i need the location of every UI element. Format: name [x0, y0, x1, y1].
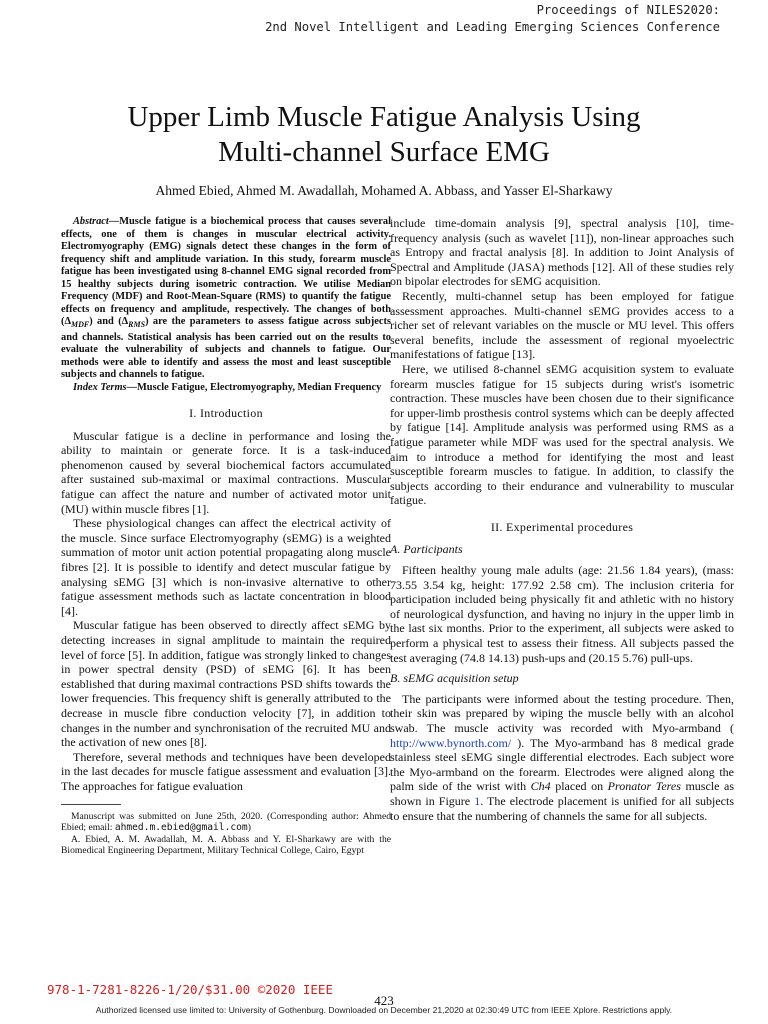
intro-paragraph-5: include time-domain analysis [9], spectral analysis [10], time-frequency analysis (such as wavelet [11]), non-linear approaches such as Entropy and fractal analysis [8]. In addition to Joint Analysis of Spectral and Amplitude (JASA) methods [12]. All of these studies rely on bipolar electrodes for sEMG acquisition. [390, 216, 734, 289]
index-terms [61, 382, 391, 395]
footnote-affiliation: A. Ebied, A. M. Awadallah, M. A. Abbass and Y. El-Sharkawy are with the Biomedical Engineering Department, Military Technical College, Cairo, Egypt [61, 833, 391, 857]
ieee-copyright: 978-1-7281-8226-1/20/$31.00 ©2020 IEEE [47, 982, 333, 997]
intro-paragraph-2: These physiological changes can affect the electrical activity of the muscle. Since surface Electromyography (sEMG) is a weighted summation of motor unit action potential propagating along muscle fibres [2]. It is possible to identify and detect muscular fatigue by analysing sEMG [3] which is non-invasive alternative to other fatigue assessment methods such as lactate concentration in blood [4]. [61, 516, 391, 618]
participants-paragraph: Fifteen healthy young male adults (age: 21.56 1.84 years), (mass: 73.55 3.54 kg, height: 177.92 2.58 cm). The inclusion criteria for participation included being physically fit and athletic with no history of neurological dysfunction, and having no injury in the upper limb in the last six months. Prior to the experiment, all subjects were asked to perform a physical test to assess their fitness. All subjects passed the test averaging (74.8 14.13) push-ups and (20.15 5.76) pull-ups. [390, 563, 734, 665]
section-heading-introduction: I. Introduction [189, 406, 263, 421]
subsection-heading-participants: A. Participants [390, 542, 463, 557]
subsection-heading-acquisition: B. sEMG acquisition setup [390, 671, 519, 686]
intro-paragraph-6: Recently, multi-channel setup has been employed for fatigue assessment approaches. Multi-channel sEMG provides access to a richer set of relevant variables on the muscle or MU level. This offers several benefits, include the assessment of regional myoelectric manifestations of fatigue [13]. [390, 288, 734, 362]
figure-1-reference[interactable]: 1 [474, 793, 481, 808]
intro-paragraph-3: Muscular fatigue has been observed to directly affect sEMG by detecting increases in signal amplitude to maintain the required level of force [5]. In addition, fatigue was strongly linked to changes in power spectral density (PSD) of sEMG [6]. It has been established that during maximal contractions PSD shifts towards the lower frequencies. This frequency shift is generally attributed to the decrease in muscle fibre conduction velocity [7], in addition to changes in the number and synchronisation of the recruited MU and the activation of new ones [8]. [61, 618, 391, 750]
index-terms-text: —Muscle Fatigue, Electromyography, Median Frequency [126, 381, 382, 393]
conference-header [265, 2, 720, 36]
acquisition-text-d: muscle as shown in Figure [390, 779, 734, 808]
channel-4-label: Ch4 [530, 779, 551, 794]
footnote-manuscript-close: ) [247, 822, 251, 834]
abstract-sub-mdf: MDF [70, 320, 90, 330]
corresponding-email: ahmed.m.ebied@gmail.com [114, 822, 248, 834]
footnote-manuscript-text: Manuscript was submitted on June 25th, 2020. (Corresponding author: Ahmed Ebied; email: [61, 810, 391, 834]
acquisition-text-c: placed on [550, 779, 608, 794]
right-column [390, 216, 734, 823]
abstract [61, 216, 391, 382]
page-number: 423 [374, 993, 394, 1008]
abstract-text-c: ) are the parameters to assess fatigue across subjects and channels. Statistical analysis has been carried out on the results to evaluate the vulnerability of subjects and channels to fatigue. Our methods were able to identify and assess the most and least susceptible subjects and channels to fatigue. [61, 316, 391, 381]
left-column [61, 216, 391, 857]
acquisition-paragraph [390, 692, 734, 823]
paper-title-line2: Multi-channel Surface EMG [218, 136, 550, 168]
index-terms-lead: Index Terms [73, 381, 127, 393]
conference-header-line2: 2nd Novel Intelligent and Leading Emerging Sciences Conference [265, 20, 720, 34]
acquisition-text-b: ). The Myo-armband has 8 medical grade stainless steel sEMG single differential electrodes. Each subject wore the Myo-armband on the forearm. Electrodes were aligned along the palm side of the wrist with [390, 735, 734, 794]
conference-header-line1: Proceedings of NILES2020: [536, 3, 720, 17]
acquisition-text-a: The participants were informed about the testing procedure. Then, their skin was prepared by wiping the muscle belly with an alcohol swab. The muscle activity was recorded with Myo-armband ( [390, 691, 734, 735]
section-heading-experimental: II. Experimental procedures [490, 519, 634, 534]
abstract-sub-rms: RMS [128, 320, 146, 330]
bynorth-link[interactable]: http://www.bynorth.com/ [390, 735, 512, 750]
authorized-use-notice: Authorized licensed use limited to: University of Gothenburg. Downloaded on December 21,2020 at 02:30:49 UTC from IEEE Xplore. Restrictions apply. [95, 1005, 673, 1015]
footnote-divider [61, 804, 121, 805]
footnote-manuscript [61, 811, 391, 834]
abstract-lead: Abstract [73, 216, 109, 227]
pronator-teres-label: Pronator Teres [607, 779, 681, 794]
abstract-text-a: —Muscle fatigue is a biochemical process that causes several effects, one of them is changes in muscular electrical activity. Electromyography (EMG) signals detect these changes in the form of frequency shift and amplitude variation. In this study, forearm muscle fatigue has been investigated using 8-channel EMG signal recorded from 15 healthy subjects during isometric contraction. We utilise Median Frequency (MDF) and Root-Mean-Square (RMS) to quantify the fatigue effects on frequency and amplitude, respectively. The changes of both (Δ [61, 216, 391, 327]
author-list: Ahmed Ebied, Ahmed M. Awadallah, Mohamed A. Abbass, and Yasser El-Sharkawy [155, 183, 613, 198]
intro-paragraph-1: Muscular fatigue is a decline in performance and losing the ability to maintain or generate force. It is a task-induced phenomenon caused by several biochemical factors accumulated after sustained sub-maximal or maximal contractions. Muscular fatigue can affect the nature and number of activated motor unit (MU) within muscle fibres [1]. [61, 428, 391, 516]
intro-paragraph-4: Therefore, several methods and techniques have been developed in the last decades for muscle fatigue assessment and evaluation [3]. The approaches for fatigue evaluation [61, 749, 391, 793]
paper-title [0, 100, 768, 170]
intro-paragraph-7: Here, we utilised 8-channel sEMG acquisition system to evaluate forearm muscles fatigue for 15 subjects during wrist's isometric contraction. These muscles have been chosen due to their significance for upper-limb prosthesis control systems which can be deeply affected by fatigue [14]. Amplitude analysis was performed using RMS as a fatigue parameter while MDF was used for the spectral analysis. We aim to introduce a method for identifying the most and least susceptible forearm muscles to fatigue. In addition, to classify the subjects according to their endurance and vulnerability to muscular fatigue. [390, 361, 734, 508]
abstract-text-b: ) and (Δ [89, 316, 129, 327]
paper-title-line1: Upper Limb Muscle Fatigue Analysis Using [127, 101, 641, 133]
acquisition-text-e: . The electrode placement is unified for all subjects to ensure that the numbering of channels the same for all subjects. [390, 793, 735, 823]
